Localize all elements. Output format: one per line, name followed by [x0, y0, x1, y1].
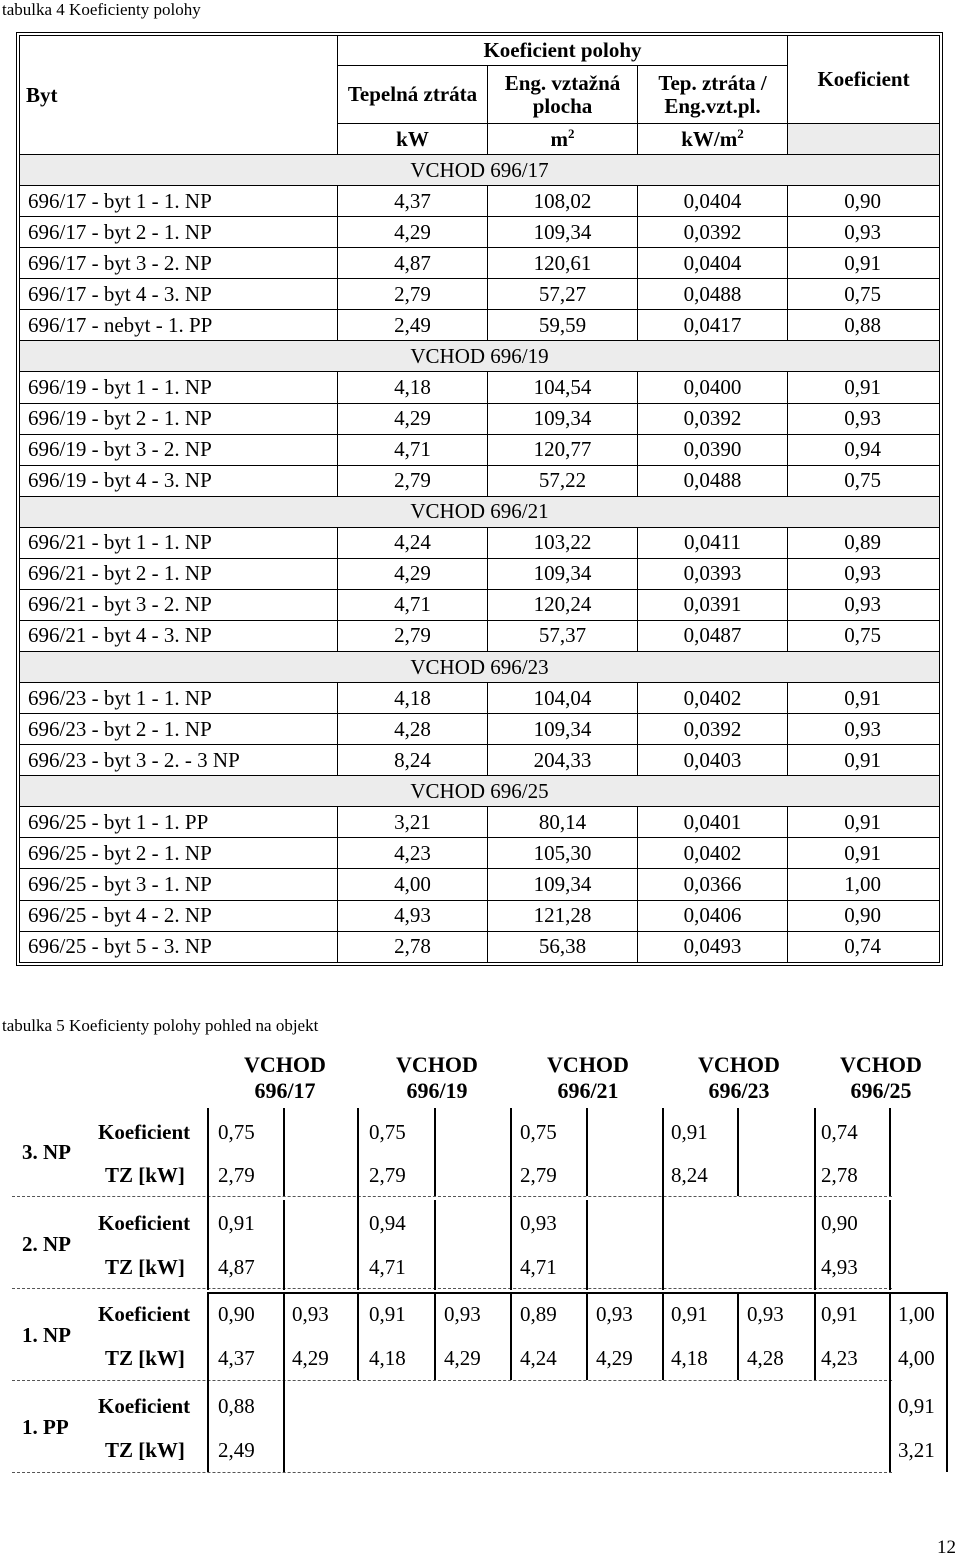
cell-tepelna-ztrata: 4,37 [338, 186, 488, 217]
cell-ratio: 0,0366 [638, 869, 788, 900]
cell-koeficient: 1,00 [788, 869, 940, 900]
grid-line [662, 1292, 664, 1380]
table4-body [20, 155, 940, 963]
cell-byt: 696/25 - byt 2 - 1. NP [20, 838, 338, 869]
cell-byt: 696/19 - byt 3 - 2. NP [20, 434, 338, 465]
entrance-header: VCHOD 696/23 [698, 1052, 780, 1103]
cell-ratio: 0,0400 [638, 372, 788, 403]
cell-tepelna-ztrata: 4,29 [338, 217, 488, 248]
tz-value: 2,78 [821, 1163, 858, 1187]
cell-plocha: 204,33 [488, 745, 638, 776]
cell-koeficient: 0,94 [788, 434, 940, 465]
header-eng-plocha: Eng. vztažná plocha [488, 66, 638, 124]
cell-plocha: 56,38 [488, 931, 638, 962]
cell-koeficient: 0,75 [788, 620, 940, 651]
cell-plocha: 57,37 [488, 620, 638, 651]
cell-plocha: 120,24 [488, 589, 638, 620]
cell-ratio: 0,0488 [638, 465, 788, 496]
grid-line [889, 1380, 891, 1472]
cell-tepelna-ztrata: 4,71 [338, 589, 488, 620]
grid-line [889, 1200, 891, 1290]
cell-byt: 696/21 - byt 3 - 2. NP [20, 589, 338, 620]
tz-value: 4,00 [898, 1346, 935, 1370]
cell-ratio: 0,0487 [638, 620, 788, 651]
entrance-header: VCHOD 696/21 [547, 1052, 629, 1103]
grid-line [814, 1108, 816, 1290]
table-row [20, 589, 940, 620]
grid-line [283, 1108, 285, 1196]
cell-byt: 696/21 - byt 2 - 1. NP [20, 558, 338, 589]
cell-koeficient: 0,91 [788, 838, 940, 869]
cell-byt: 696/19 - byt 4 - 3. NP [20, 465, 338, 496]
table-row [20, 869, 940, 900]
entrance-header: VCHOD 696/17 [244, 1052, 326, 1103]
row-label-koeficient: Koeficient [98, 1211, 191, 1235]
page-number: 12 [937, 1537, 956, 1558]
grid-line [814, 1292, 816, 1380]
cell-ratio: 0,0401 [638, 807, 788, 838]
cell-plocha: 103,22 [488, 527, 638, 558]
cell-plocha: 57,27 [488, 279, 638, 310]
cell-byt: 696/17 - byt 3 - 2. NP [20, 248, 338, 279]
coefficient-value: 0,91 [671, 1302, 708, 1326]
coefficient-value: 1,00 [898, 1302, 935, 1326]
grid-line [586, 1292, 588, 1380]
cell-koeficient: 0,91 [788, 683, 940, 714]
cell-ratio: 0,0402 [638, 838, 788, 869]
floor-separator [12, 1380, 892, 1381]
cell-tepelna-ztrata: 2,79 [338, 279, 488, 310]
cell-ratio: 0,0417 [638, 310, 788, 341]
grid-line [889, 1108, 891, 1196]
coefficient-value: 0,93 [520, 1211, 557, 1235]
tz-value: 3,21 [898, 1438, 935, 1462]
header-title: Koeficient polohy [338, 36, 788, 66]
grid-line [207, 1108, 209, 1290]
cell-byt: 696/19 - byt 2 - 1. NP [20, 403, 338, 434]
cell-byt: 696/19 - byt 1 - 1. NP [20, 372, 338, 403]
tz-value: 4,24 [520, 1346, 557, 1370]
cell-plocha: 120,77 [488, 434, 638, 465]
cell-plocha: 121,28 [488, 900, 638, 931]
cell-tepelna-ztrata: 4,00 [338, 869, 488, 900]
cell-plocha: 109,34 [488, 217, 638, 248]
grid-line [434, 1108, 436, 1196]
table-row [20, 931, 940, 962]
grid-line [283, 1200, 285, 1290]
section-header [20, 652, 940, 683]
section-header [20, 496, 940, 527]
cell-plocha: 80,14 [488, 807, 638, 838]
tz-value: 4,29 [444, 1346, 481, 1370]
tz-value: 2,49 [218, 1438, 255, 1462]
table-row [20, 683, 940, 714]
coefficient-value: 0,90 [218, 1302, 255, 1326]
cell-byt: 696/23 - byt 2 - 1. NP [20, 714, 338, 745]
section-title: VCHOD 696/19 [20, 341, 940, 372]
section-title: VCHOD 696/25 [20, 776, 940, 807]
section-title: VCHOD 696/21 [20, 496, 940, 527]
grid-line [357, 1292, 359, 1380]
cell-ratio: 0,0411 [638, 527, 788, 558]
grid-line [586, 1200, 588, 1290]
header-tep-ztrata-ratio: Tep. ztráta / Eng.vzt.pl. [638, 66, 788, 124]
grid-line [207, 1380, 209, 1472]
floor-label: 1. PP [22, 1415, 69, 1439]
grid-line [662, 1108, 664, 1290]
cell-koeficient: 0,75 [788, 279, 940, 310]
cell-ratio: 0,0392 [638, 714, 788, 745]
cell-byt: 696/17 - byt 4 - 3. NP [20, 279, 338, 310]
cell-ratio: 0,0404 [638, 248, 788, 279]
entrance-header: VCHOD 696/19 [396, 1052, 478, 1103]
cell-koeficient: 0,93 [788, 714, 940, 745]
cell-plocha: 108,02 [488, 186, 638, 217]
cell-ratio: 0,0404 [638, 186, 788, 217]
table-row [20, 403, 940, 434]
cell-plocha: 104,54 [488, 372, 638, 403]
cell-byt: 696/25 - byt 5 - 3. NP [20, 931, 338, 962]
coefficient-value: 0,75 [520, 1120, 557, 1144]
coefficient-value: 0,75 [369, 1120, 406, 1144]
cell-koeficient: 0,93 [788, 403, 940, 434]
cell-tepelna-ztrata: 4,29 [338, 403, 488, 434]
table4-grid [19, 35, 940, 963]
cell-koeficient: 0,91 [788, 372, 940, 403]
floor-separator [12, 1288, 892, 1289]
row-label-koeficient: Koeficient [98, 1302, 191, 1326]
tz-value: 4,37 [218, 1346, 255, 1370]
tz-value: 2,79 [369, 1163, 406, 1187]
section-header [20, 776, 940, 807]
coefficient-value: 0,89 [520, 1302, 557, 1326]
cell-byt: 696/21 - byt 1 - 1. NP [20, 527, 338, 558]
cell-byt: 696/23 - byt 1 - 1. NP [20, 683, 338, 714]
cell-tepelna-ztrata: 4,93 [338, 900, 488, 931]
tz-value: 4,28 [747, 1346, 784, 1370]
cell-byt: 696/17 - byt 1 - 1. NP [20, 186, 338, 217]
section-title: VCHOD 696/17 [20, 155, 940, 186]
table-row [20, 434, 940, 465]
coefficient-value: 0,90 [821, 1211, 858, 1235]
cell-koeficient: 0,74 [788, 931, 940, 962]
coefficient-value: 0,75 [218, 1120, 255, 1144]
cell-ratio: 0,0488 [638, 279, 788, 310]
cell-ratio: 0,0406 [638, 900, 788, 931]
tz-value: 4,93 [821, 1255, 858, 1279]
cell-ratio: 0,0392 [638, 403, 788, 434]
cell-plocha: 109,34 [488, 558, 638, 589]
cell-tepelna-ztrata: 4,24 [338, 527, 488, 558]
cell-plocha: 120,61 [488, 248, 638, 279]
table4-caption: tabulka 4 Koeficienty polohy [2, 0, 201, 19]
cell-byt: 696/17 - nebyt - 1. PP [20, 310, 338, 341]
cell-ratio: 0,0393 [638, 558, 788, 589]
cell-ratio: 0,0493 [638, 931, 788, 962]
cell-koeficient: 0,91 [788, 248, 940, 279]
cell-koeficient: 0,93 [788, 558, 940, 589]
header-tepelna-ztrata: Tepelná ztráta [338, 66, 488, 124]
section-title: VCHOD 696/23 [20, 652, 940, 683]
table-row [20, 558, 940, 589]
cell-plocha: 105,30 [488, 838, 638, 869]
table-row [20, 807, 940, 838]
cell-byt: 696/21 - byt 4 - 3. NP [20, 620, 338, 651]
section-header [20, 155, 940, 186]
cell-tepelna-ztrata: 2,49 [338, 310, 488, 341]
coefficient-value: 0,91 [218, 1211, 255, 1235]
row-label-koeficient: Koeficient [98, 1120, 191, 1144]
cell-tepelna-ztrata: 2,79 [338, 620, 488, 651]
row-label-tz: TZ [kW] [105, 1438, 185, 1462]
tz-value: 4,18 [369, 1346, 406, 1370]
cell-ratio: 0,0391 [638, 589, 788, 620]
unit-kw-m2: $kW/m^2$ [638, 124, 788, 155]
table-row [20, 372, 940, 403]
table5-caption: tabulka 5 Koeficienty polohy pohled na objekt [2, 1016, 319, 1035]
cell-byt: 696/17 - byt 2 - 1. NP [20, 217, 338, 248]
coefficient-value: 0,93 [444, 1302, 481, 1326]
coefficient-value: 0,91 [369, 1302, 406, 1326]
coefficient-value: 0,91 [898, 1394, 935, 1418]
table-row [20, 620, 940, 651]
unit-kw: kW [338, 124, 488, 155]
cell-ratio: 0,0403 [638, 745, 788, 776]
section-header [20, 341, 940, 372]
cell-koeficient: 0,75 [788, 465, 940, 496]
tz-value: 2,79 [520, 1163, 557, 1187]
cell-tepelna-ztrata: 4,23 [338, 838, 488, 869]
cell-tepelna-ztrata: 4,29 [338, 558, 488, 589]
table-row [20, 714, 940, 745]
cell-plocha: 104,04 [488, 683, 638, 714]
cell-byt: 696/25 - byt 3 - 1. NP [20, 869, 338, 900]
table-row [20, 745, 940, 776]
cell-ratio: 0,0390 [638, 434, 788, 465]
cell-koeficient: 0,93 [788, 589, 940, 620]
cell-koeficient: 0,93 [788, 217, 940, 248]
cell-plocha: 59,59 [488, 310, 638, 341]
cell-plocha: 57,22 [488, 465, 638, 496]
header-koeficient: Koeficient [788, 36, 940, 124]
floor-separator [12, 1196, 892, 1197]
grid-line [207, 1292, 946, 1294]
cell-ratio: 0,0402 [638, 683, 788, 714]
floor-separator [12, 1472, 892, 1473]
cell-byt: 696/25 - byt 4 - 2. NP [20, 900, 338, 931]
tz-value: 4,18 [671, 1346, 708, 1370]
tz-value: 4,71 [369, 1255, 406, 1279]
grid-line [946, 1292, 948, 1380]
table-row [20, 186, 940, 217]
row-label-koeficient: Koeficient [98, 1394, 191, 1418]
grid-line [510, 1292, 512, 1380]
coefficient-value: 0,91 [821, 1302, 858, 1326]
grid-line [357, 1108, 359, 1290]
cell-tepelna-ztrata: 2,79 [338, 465, 488, 496]
cell-plocha: 109,34 [488, 869, 638, 900]
header-byt: Byt [20, 36, 338, 155]
cell-koeficient: 0,91 [788, 807, 940, 838]
floor-label: 3. NP [22, 1140, 71, 1164]
tz-value: 4,29 [292, 1346, 329, 1370]
table-row [20, 838, 940, 869]
grid-line [586, 1108, 588, 1196]
cell-plocha: 109,34 [488, 403, 638, 434]
row-label-tz: TZ [kW] [105, 1255, 185, 1279]
tz-value: 4,71 [520, 1255, 557, 1279]
table-row [20, 310, 940, 341]
unit-m2: $m^2$ [488, 124, 638, 155]
coefficient-value: 0,93 [747, 1302, 784, 1326]
coefficient-value: 0,88 [218, 1394, 255, 1418]
tz-value: 4,29 [596, 1346, 633, 1370]
cell-tepelna-ztrata: 8,24 [338, 745, 488, 776]
cell-tepelna-ztrata: 3,21 [338, 807, 488, 838]
grid-line [510, 1108, 512, 1290]
cell-byt: 696/25 - byt 1 - 1. PP [20, 807, 338, 838]
unit-empty [788, 124, 940, 155]
entrance-header: VCHOD 696/25 [840, 1052, 922, 1103]
tz-value: 2,79 [218, 1163, 255, 1187]
cell-plocha: 109,34 [488, 714, 638, 745]
grid-line [283, 1380, 285, 1472]
position-coefficient-table [16, 32, 943, 966]
coefficient-value: 0,94 [369, 1211, 406, 1235]
table-row [20, 248, 940, 279]
tz-value: 4,87 [218, 1255, 255, 1279]
table-row [20, 465, 940, 496]
floor-label: 2. NP [22, 1232, 71, 1256]
table-row [20, 217, 940, 248]
grid-line [283, 1292, 285, 1380]
coefficient-value: 0,91 [671, 1120, 708, 1144]
grid-line [434, 1200, 436, 1290]
coefficient-value: 0,93 [596, 1302, 633, 1326]
grid-line [737, 1292, 739, 1380]
coefficient-value: 0,74 [821, 1120, 858, 1144]
floor-label: 1. NP [22, 1323, 71, 1347]
table-row [20, 279, 940, 310]
row-label-tz: TZ [kW] [105, 1346, 185, 1370]
grid-line [207, 1292, 209, 1380]
cell-tepelna-ztrata: 4,28 [338, 714, 488, 745]
tz-value: 8,24 [671, 1163, 708, 1187]
cell-tepelna-ztrata: 4,87 [338, 248, 488, 279]
coefficient-value: 0,93 [292, 1302, 329, 1326]
cell-tepelna-ztrata: 4,18 [338, 683, 488, 714]
table-row [20, 900, 940, 931]
cell-ratio: 0,0392 [638, 217, 788, 248]
cell-koeficient: 0,89 [788, 527, 940, 558]
cell-koeficient: 0,88 [788, 310, 940, 341]
grid-line [946, 1380, 948, 1472]
cell-koeficient: 0,90 [788, 900, 940, 931]
grid-line [889, 1292, 891, 1380]
table-row [20, 527, 940, 558]
cell-byt: 696/23 - byt 3 - 2. - 3 NP [20, 745, 338, 776]
grid-line [434, 1292, 436, 1380]
cell-tepelna-ztrata: 4,18 [338, 372, 488, 403]
grid-line [737, 1108, 739, 1196]
cell-koeficient: 0,90 [788, 186, 940, 217]
cell-tepelna-ztrata: 4,71 [338, 434, 488, 465]
tz-value: 4,23 [821, 1346, 858, 1370]
cell-tepelna-ztrata: 2,78 [338, 931, 488, 962]
row-label-tz: TZ [kW] [105, 1163, 185, 1187]
cell-koeficient: 0,91 [788, 745, 940, 776]
